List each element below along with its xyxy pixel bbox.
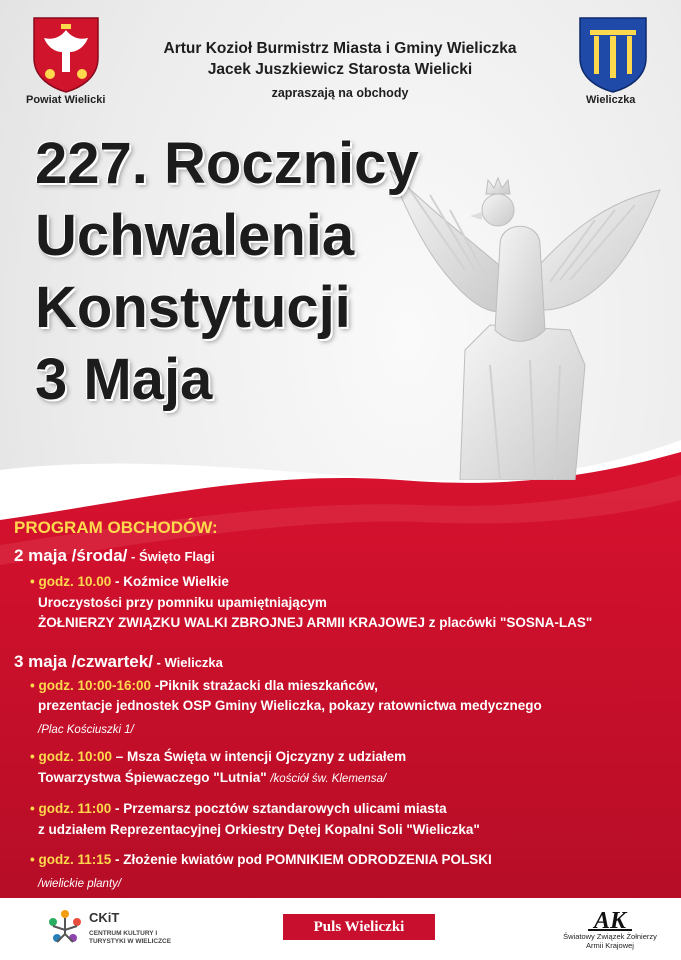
day-1-heading — [14, 546, 215, 566]
ak-caption: Światowy Związek Żołnierzy Armii Krajowej — [563, 932, 657, 950]
header-line-mayor: Artur Kozioł Burmistrz Miasta i Gminy Wieliczka — [163, 40, 517, 57]
ak-anchor-icon — [580, 906, 640, 932]
bullet-icon: • — [30, 801, 39, 816]
title-line-4: 3 Maja — [35, 347, 213, 412]
event-time: godz. 10:00 — [38, 749, 113, 764]
event-time: godz. 11:15 — [38, 852, 112, 867]
day-2-event-3 — [30, 801, 447, 816]
day-2-event-2 — [30, 749, 406, 764]
day-1-event-1-line-2: Uroczystości przy pomniku upamiętniającym — [38, 595, 327, 610]
day-2-event-1-place: /Plac Kościuszki 1/ — [38, 724, 134, 736]
day-2-event-1-line-2: prezentacje jednostek OSP Gminy Wieliczka, pokazy ratownictwa medycznego — [38, 698, 542, 713]
poster-title — [35, 128, 419, 416]
title-line-3: Konstytucji — [35, 275, 351, 340]
header-line-starost: Jacek Juszkiewicz Starosta Wielicki — [207, 61, 473, 78]
program-heading: PROGRAM OBCHODÓW: — [14, 518, 218, 537]
ckit-subtitle: CENTRUM KULTURY I TURYSTYKI W WIELICZCE — [89, 930, 172, 945]
footer-logos — [0, 898, 681, 960]
right-crest-caption: Wieliczka — [586, 94, 636, 106]
bullet-icon: • — [30, 749, 39, 764]
day-1-event-1-line-3: ŻOŁNIERZY ZWIĄZKU WALKI ZBROJNEJ ARMII KRAJOWEJ z placówki "SOSNA-LAS" — [38, 615, 593, 630]
title-line-1: 227. Rocznicy — [35, 131, 419, 196]
puls-wieliczki-logo: Puls Wieliczki — [283, 914, 435, 940]
ckit-name: CKiT — [89, 910, 120, 925]
wieliczka-crest-icon — [576, 14, 650, 94]
bullet-icon: • — [30, 852, 39, 867]
day-2-event-4-place: /wielickie planty/ — [38, 878, 122, 890]
day-2-event-1 — [30, 678, 378, 693]
day-1-desc: - Święto Flagi — [127, 549, 215, 564]
powiat-wielicki-crest-icon — [30, 14, 102, 94]
day-1-date: 2 maja /środa/ — [14, 546, 128, 565]
title-line-2: Uchwalenia — [35, 203, 355, 268]
event-time: godz. 11:00 — [38, 801, 112, 816]
event-text: - Koźmice Wielkie — [111, 574, 229, 589]
event-time: godz. 10:00-16:00 — [38, 678, 152, 693]
header-line-invite: zapraszają na obchody — [271, 86, 409, 100]
event-time: godz. 10.00 — [38, 574, 112, 589]
day-2-date: 3 maja /czwartek/ — [14, 652, 153, 671]
ckit-figures-icon — [45, 908, 85, 948]
event-text: – Msza Święta w intencji Ojczyzny z udziałem — [112, 749, 407, 764]
event-text: - Przemarsz pocztów sztandarowych ulicami miasta — [111, 801, 447, 816]
svg-text:AK: AK — [593, 908, 627, 932]
bullet-icon: • — [30, 574, 39, 589]
day-1-event-1 — [30, 574, 229, 589]
event-text: -Piknik strażacki dla mieszkańców, — [151, 678, 378, 693]
left-crest-caption: Powiat Wielicki — [26, 94, 106, 106]
ak-logo — [555, 906, 665, 956]
ckit-logo — [45, 908, 175, 952]
bullet-icon: • — [30, 678, 39, 693]
day-2-desc: - Wieliczka — [152, 655, 223, 670]
event-text: - Złożenie kwiatów pod POMNIKIEM ODRODZENIA POLSKI — [111, 852, 492, 867]
day-2-event-2-line-2: Towarzystwa Śpiewaczego "Lutnia" /kościół św. Klemensa/ — [38, 770, 387, 785]
day-2-event-3-line-2: z udziałem Reprezentacyjnej Orkiestry Dętej Kopalni Soli "Wieliczka" — [38, 822, 480, 837]
day-2-heading — [14, 652, 223, 672]
day-2-event-4 — [30, 852, 492, 867]
